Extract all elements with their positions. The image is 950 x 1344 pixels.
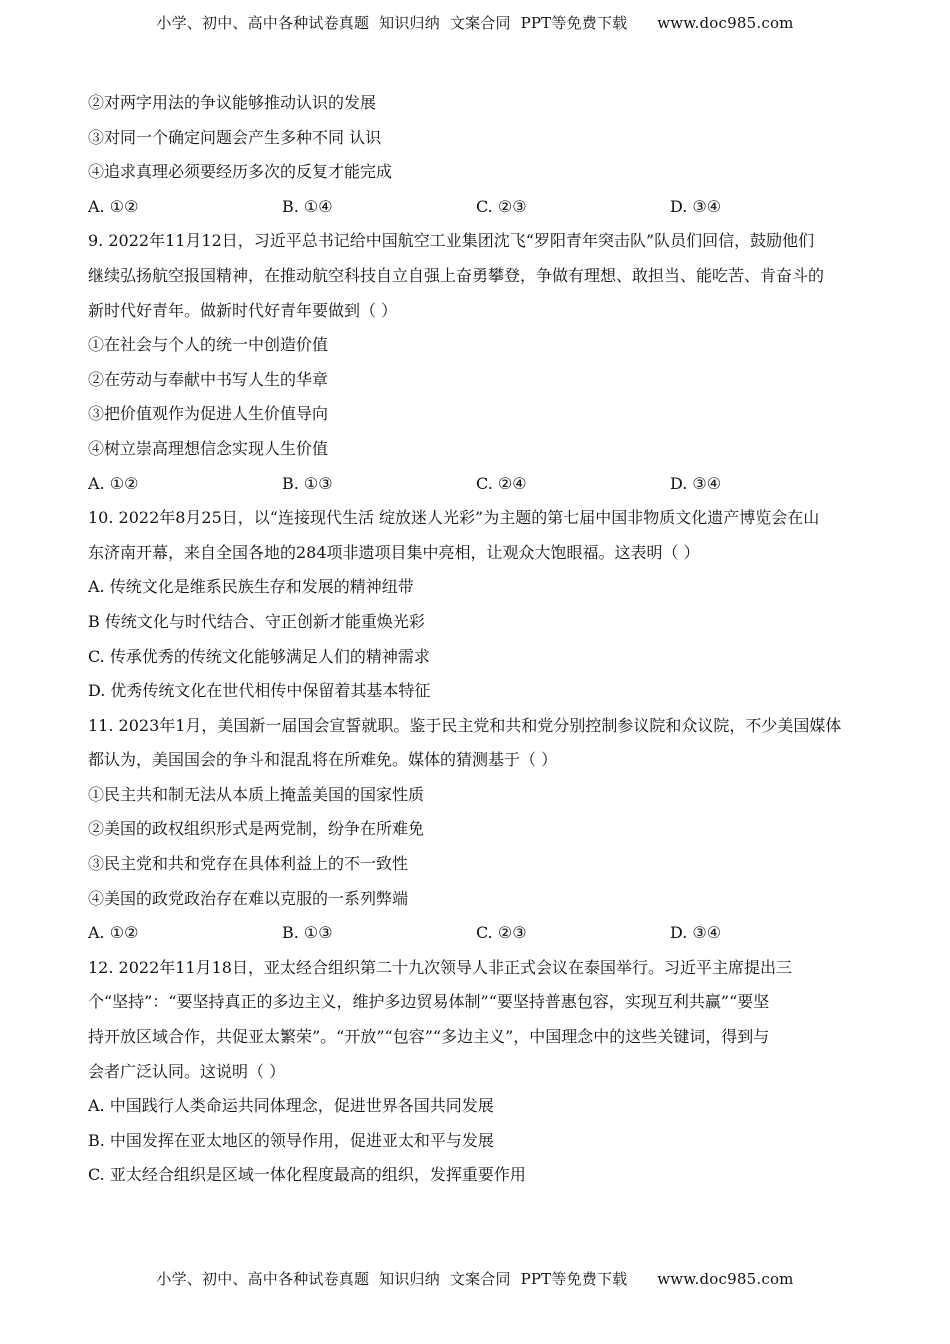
q8-item-2: ②对两字用法的争议能够推动认识的发展 [88, 93, 377, 112]
q9-item-1: ①在社会与个人的统一中创造价值 [88, 335, 329, 355]
q10-stem-line-2: 东济南开幕，来自全国各地的284项非遗项目集中亮相，让观众大饱眼福。这表明（ ） [88, 542, 700, 562]
q9-option-a: A. ①② [88, 473, 139, 493]
q10-choice-b: B 传统文化与时代结合、守正创新才能重焕光彩 [88, 611, 425, 631]
q9-options [88, 467, 868, 502]
q11-options [88, 916, 868, 951]
q9-item-4: ④树立崇高理想信念实现人生价值 [88, 438, 329, 458]
q11-item-1: ①民主共和制无法从本质上掩盖美国的国家性质 [88, 784, 425, 804]
q10-choice-d: D. 优秀传统文化在世代相传中保留着其基本特征 [88, 681, 431, 701]
q11-option-b: B. ①③ [282, 923, 333, 943]
q12-stem-line-2: 个“坚持”：“要坚持真正的多边主义，维护多边贸易体制”“要坚持普惠包容，实现互利共赢”“要坚 [88, 992, 770, 1012]
q9-stem-line-1: 9. 2022年11月12日，习近平总书记给中国航空工业集团沈飞“罗阳青年突击队”队员们回信，鼓励他们 [88, 231, 815, 251]
q9-option-d: D. ③④ [670, 473, 722, 493]
q11-option-a: A. ①② [88, 923, 139, 943]
q12-choice-b: B. 中国发挥在亚太地区的领导作用，促进亚太和平与发展 [88, 1130, 494, 1150]
q11-item-4: ④美国的政党政治存在难以克服的一系列弊端 [88, 888, 409, 908]
q12-stem-line-4: 会者广泛认同。这说明（ ） [88, 1061, 286, 1081]
q11-stem-line-2: 都认为，美国国会的争斗和混乱将在所难免。媒体的猜测基于（ ） [88, 750, 558, 770]
page-header: 小学、初中、高中各种试卷真题 知识归纳 文案合同 PPT等免费下载 www.doc985.com [156, 14, 794, 32]
q12-stem-line-3: 持开放区域合作，共促亚太繁荣”。“开放”“包容”“多边主义”，中国理念中的这些关键词，得到与 [88, 1027, 770, 1047]
q9-option-b: B. ①③ [282, 473, 333, 493]
q9-stem-line-2: 继续弘扬航空报国精神，在推动航空科技自立自强上奋勇攀登，争做有理想、敢担当、能吃苦、肯奋斗的 [88, 265, 825, 285]
q8-option-b: B. ①④ [282, 196, 333, 216]
q9-stem-line-3: 新时代好青年。做新时代好青年要做到（ ） [88, 300, 398, 320]
exam-content [88, 86, 868, 1193]
q12-choice-a: A. 中国践行人类命运共同体理念，促进世界各国共同发展 [88, 1096, 494, 1116]
q12-stem-line-1: 12. 2022年11月18日，亚太经合组织第二十九次领导人非正式会议在泰国举行。习近平主席提出三 [88, 957, 792, 977]
q9-option-c: C. ②④ [476, 473, 527, 493]
q8-option-d: D. ③④ [670, 196, 722, 216]
q11-option-d: D. ③④ [670, 923, 722, 943]
q11-stem-line-1: 11. 2023年1月，美国新一届国会宣誓就职。鉴于民主党和共和党分别控制参议院和众议院，不少美国媒体 [88, 715, 842, 735]
q9-item-2: ②在劳动与奉献中书写人生的华章 [88, 369, 329, 389]
q11-option-c: C. ②③ [476, 923, 527, 943]
q8-option-a: A. ①② [88, 196, 139, 216]
page-footer: 小学、初中、高中各种试卷真题 知识归纳 文案合同 PPT等免费下载 www.doc985.com [156, 1270, 794, 1288]
q8-options [88, 190, 868, 225]
q11-item-2: ②美国的政权组织形式是两党制，纷争在所难免 [88, 819, 425, 839]
q12-choice-c: C. 亚太经合组织是区域一体化程度最高的组织，发挥重要作用 [88, 1165, 526, 1185]
q9-item-3: ③把价值观作为促进人生价值导向 [88, 404, 329, 424]
q8-item-4: ④追求真理必须要经历多次的反复才能完成 [88, 162, 393, 182]
q8-item-3: ③对同一个确定问题会产生多种不同 认识 [88, 127, 382, 147]
q10-choice-a: A. 传统文化是维系民族生存和发展的精神纽带 [88, 577, 414, 597]
q10-choice-c: C. 传承优秀的传统文化能够满足人们的精神需求 [88, 646, 430, 666]
q8-option-c: C. ②③ [476, 196, 527, 216]
q11-item-3: ③民主党和共和党存在具体利益上的不一致性 [88, 854, 409, 874]
q10-stem-line-1: 10. 2022年8月25日，以“连接现代生活 绽放迷人光彩”为主题的第七届中国非物质文化遗产博览会在山 [88, 508, 820, 528]
